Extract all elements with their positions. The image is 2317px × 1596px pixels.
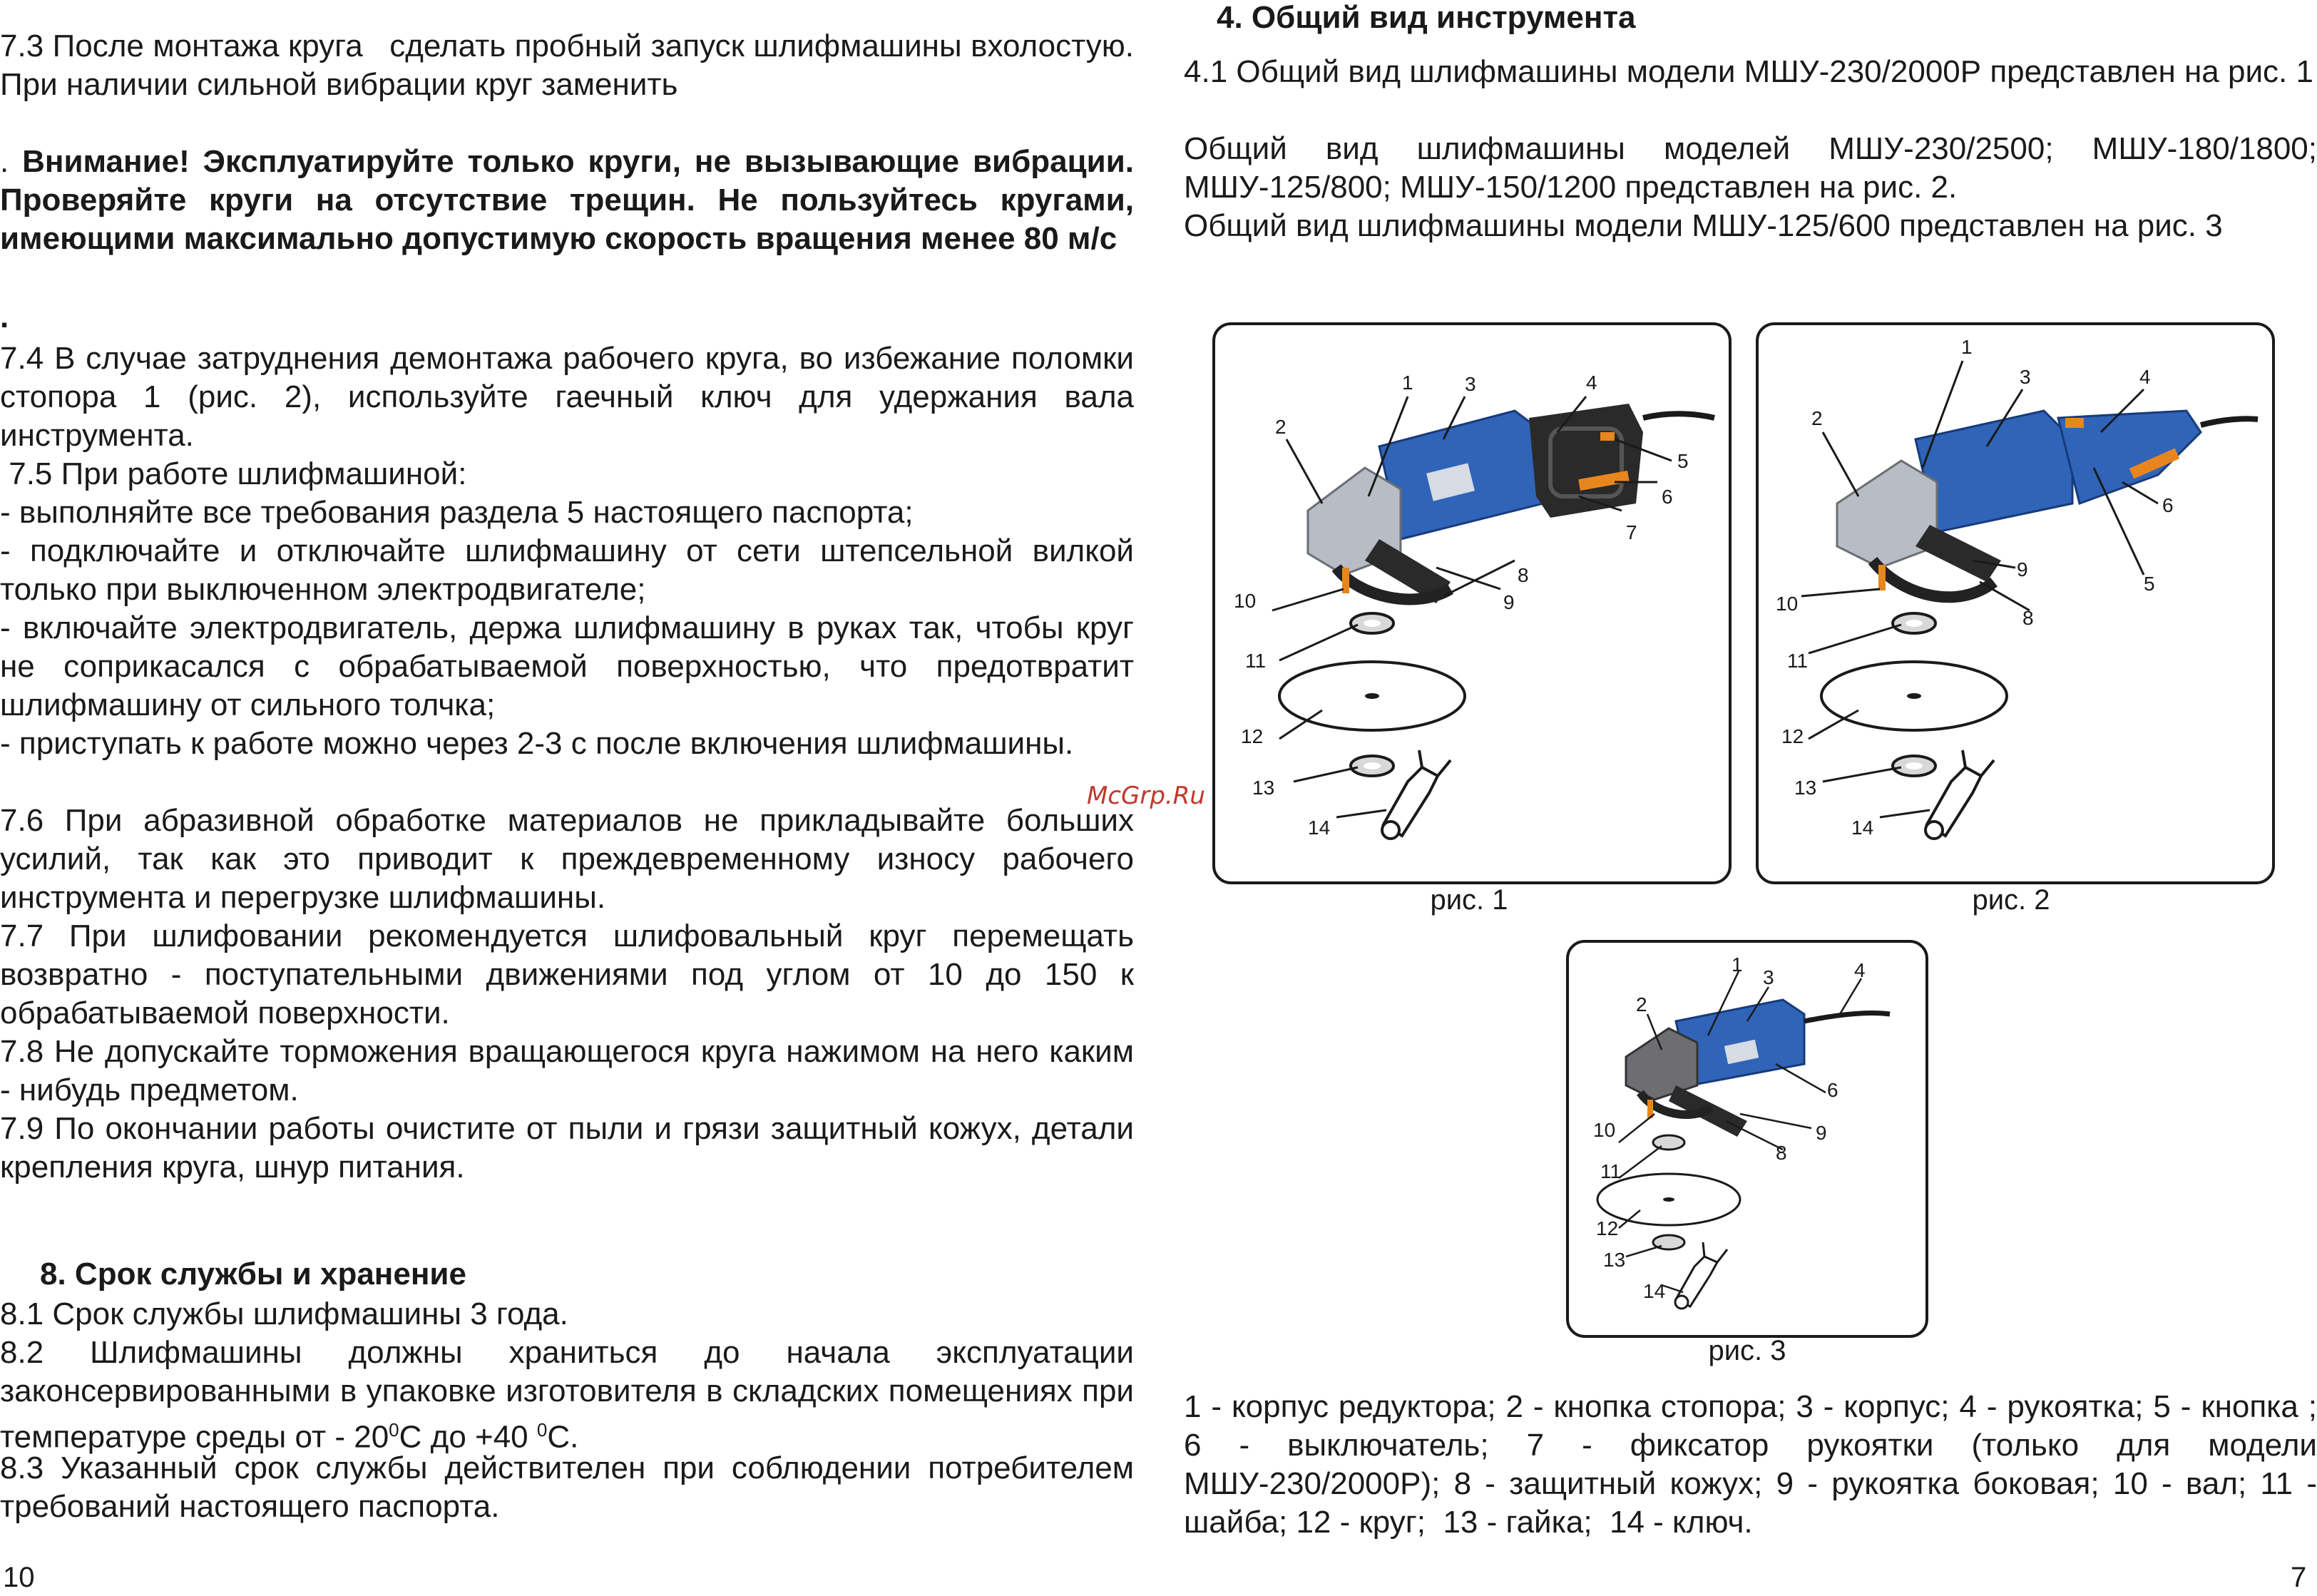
degree-mark: 0	[389, 1419, 399, 1441]
fig3-label-8: 8	[1776, 1142, 1787, 1164]
section-7-3: 7.3 После монтажа круга сделать пробный запуск шлифмашины вхолостую. При наличии сильной вибрации круг заменить	[0, 29, 1143, 102]
fig1-label-9: 9	[1503, 591, 1515, 613]
heading-4: 4. Общий вид инструмента	[1217, 0, 1636, 35]
grinder-illustration-2	[1759, 325, 2272, 881]
page-number-right: 7	[2291, 1562, 2307, 1593]
figure-1-caption: рис. 1	[1430, 884, 1508, 916]
fig1-label-8: 8	[1518, 564, 1529, 586]
fig2-label-5: 5	[2144, 573, 2155, 595]
fig1-label-4: 4	[1586, 372, 1597, 394]
fig3-label-1: 1	[1732, 953, 1743, 976]
fig3-label-12: 12	[1596, 1217, 1619, 1239]
fig2-label-11: 11	[1787, 650, 1809, 672]
section-4-1-fig3: Общий вид шлифмашины модели МШУ-125/600 представлен на рис. 3	[1184, 208, 2223, 243]
section-7-5: 7.5 При работе шлифмашиной:	[0, 456, 467, 491]
fig1-label-5: 5	[1677, 450, 1689, 472]
fig2-label-9: 9	[2017, 558, 2028, 580]
section-7-4: 7.4 В случае затруднения демонтажа рабочего круга, во избежание поломки стопора 1 (рис. 2), используйте гаечный ключ для удержания вала инструмента.	[0, 341, 1143, 453]
section-7-8: 7.8 Не допускайте торможения вращающегося круга нажимом на него каким - нибудь предметом.	[0, 1034, 1143, 1108]
section-8-3: 8.3 Указанный срок службы действителен при соблюдении потребителем требований настоящего паспорта.	[0, 1451, 1143, 1524]
fig1-label-6: 6	[1662, 486, 1673, 508]
fig2-label-6: 6	[2162, 494, 2174, 516]
fig3-label-11: 11	[1600, 1160, 1622, 1182]
fig2-label-10: 10	[1776, 593, 1799, 615]
fig3-label-4: 4	[1854, 959, 1866, 981]
fig3-label-3: 3	[1763, 966, 1774, 988]
section-7-9: 7.9 По окончании работы очистите от пыли и грязи защитный кожух, детали крепления круга, шнур питания.	[0, 1111, 1143, 1185]
section-8-1: 8.1 Срок службы шлифмашины 3 года.	[0, 1296, 568, 1331]
heading-8: 8. Срок службы и хранение	[40, 1257, 466, 1291]
figure-2	[1756, 322, 2275, 884]
fig2-label-14: 14	[1851, 817, 1874, 839]
fig1-label-14: 14	[1308, 817, 1331, 839]
fig1-label-1: 1	[1402, 372, 1413, 394]
fig2-label-13: 13	[1794, 777, 1817, 799]
figure-3-caption: рис. 3	[1708, 1335, 1786, 1366]
figure-1	[1212, 322, 1732, 884]
warning-paragraph: . Внимание! Эксплуатируйте только круги, не вызывающие вибрации. Проверяйте круги на отсутствие трещин. Не пользуйтесь кругами, имеющими максимально допустимую скорость вращения менее 80 м/с	[0, 144, 1143, 256]
fig3-label-6: 6	[1827, 1079, 1838, 1101]
fig2-label-12: 12	[1781, 725, 1804, 747]
section-7-7: 7.7 При шлифовании рекомендуется шлифовальный круг перемещать возвратно - поступательными движениями под углом от 10 до 150 к обрабатываемой поверхности.	[0, 919, 1143, 1030]
bullet-4: - приступать к работе можно через 2-3 с после включения шлифмашины.	[0, 726, 1074, 761]
fig1-label-11: 11	[1245, 650, 1267, 672]
section-4-1-fig2: Общий вид шлифмашины моделей МШУ-230/2500; МШУ-180/1800; МШУ-125/800; МШУ-150/1200 представлен на рис. 2.	[1184, 131, 2317, 205]
fig2-label-4: 4	[2139, 366, 2151, 388]
parts-legend: 1 - корпус редуктора; 2 - кнопка стопора; 3 - корпус; 4 - рукоятка; 5 - кнопка ; 6 - выключатель; 7 - фиксатор рукоятки (только для модели МШУ-230/2000Р); 8 - защитный кожух; 9 - рукоятка боковая; 10 - вал; 11 - шайба; 12 - круг; 13 - гайка; 14 - ключ.	[1184, 1389, 2317, 1540]
page-number-left: 10	[3, 1562, 35, 1593]
figure-3	[1566, 940, 1928, 1338]
fig3-label-2: 2	[1636, 993, 1647, 1016]
fig3-label-9: 9	[1816, 1122, 1827, 1144]
fig2-label-1: 1	[1961, 336, 1973, 358]
fig1-label-13: 13	[1252, 777, 1275, 799]
watermark: McGrp.Ru	[1087, 782, 1205, 810]
bullet-3: - включайте электродвигатель, держа шлифмашину в руках так, чтобы круг не соприкасался с обрабатываемой поверхностью, что предотвратит шлифмашину от сильного толчка;	[0, 610, 1143, 722]
stray-dot: .	[0, 300, 9, 334]
fig1-label-10: 10	[1234, 590, 1257, 612]
section-4-1-fig1: 4.1 Общий вид шлифмашины модели МШУ-230/2000Р представлен на рис. 1	[1184, 54, 2313, 89]
fig1-label-2: 2	[1275, 416, 1287, 438]
figure-2-caption: рис. 2	[1972, 884, 2050, 916]
degree-mark: 0	[536, 1419, 548, 1441]
fig2-label-8: 8	[2022, 607, 2034, 629]
bullet-1: - выполняйте все требования раздела 5 настоящего паспорта;	[0, 495, 914, 530]
fig3-label-14: 14	[1643, 1280, 1666, 1302]
grinder-illustration-3	[1569, 943, 1925, 1335]
section-7-6: 7.6 При абразивной обработке материалов не прикладывайте больших усилий, так как это приводит к преждевременному износу рабочего инструмента и перегрузке шлифмашины.	[0, 803, 1143, 915]
fig1-label-12: 12	[1241, 725, 1264, 747]
section-8-2: 8.2 Шлифмашины должны храниться до начала эксплуатации законсервированными в упаковке изготовителя в складских помещениях при температуре среды от - $20^0С$ до +40 $^0$С.	[0, 1335, 1143, 1455]
fig1-label-7: 7	[1626, 521, 1637, 543]
fig3-label-13: 13	[1603, 1249, 1626, 1271]
fig3-label-10: 10	[1593, 1119, 1616, 1141]
bullet-2: - подключайте и отключайте шлифмашину от сети штепсельной вилкой только при выключенном электродвигателе;	[0, 533, 1143, 607]
fig2-label-3: 3	[2020, 366, 2031, 388]
fig1-label-3: 3	[1465, 373, 1476, 395]
grinder-illustration-1	[1215, 325, 1729, 881]
fig2-label-2: 2	[1811, 407, 1823, 429]
